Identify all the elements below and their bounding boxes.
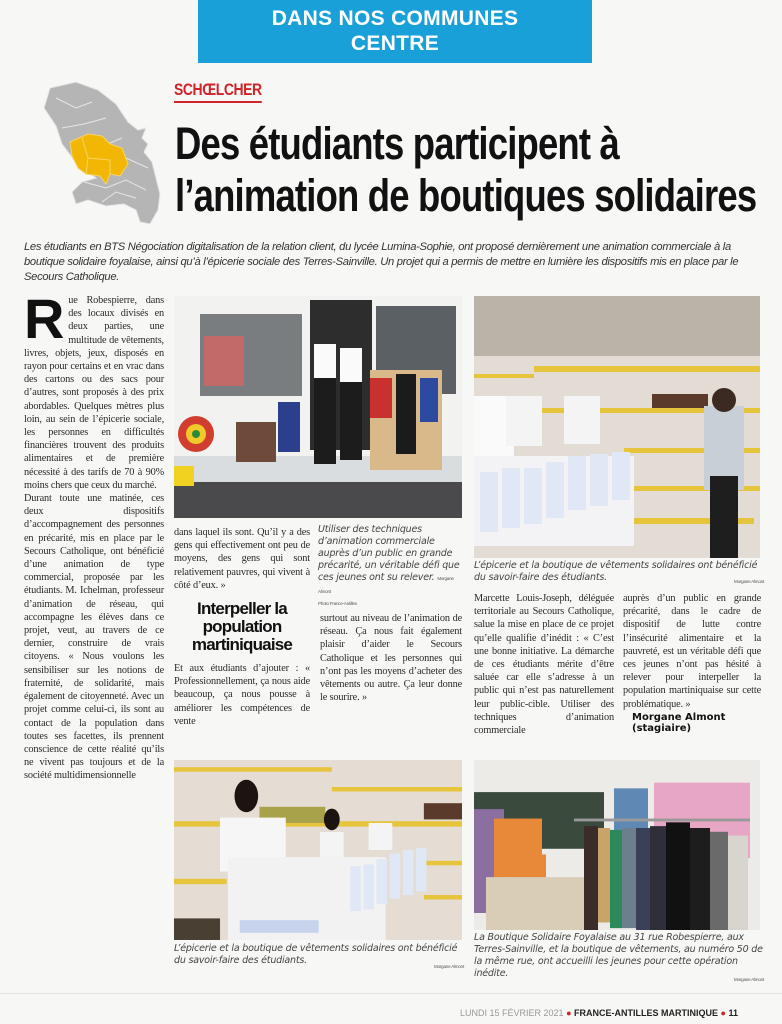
headline-line1: Des étudiants participent à <box>175 118 619 169</box>
photo-caption <box>474 560 764 588</box>
footer-separator-icon: ● <box>720 1008 726 1018</box>
article-column-1 <box>24 287 164 783</box>
paragraph: surtout au niveau de l’animation de réseau. Ça nous fait également plaisir d’aider le Secours Catholique et les personnes qui n’ont pas les moyens d’acheter des vêtements ou autre. Ça leur donne le sourire. » <box>320 613 462 704</box>
footer-date: LUNDI 15 FÉVRIER 2021 <box>460 1008 564 1018</box>
footer-separator-icon: ● <box>566 1008 572 1018</box>
photo-credit: Morgane Almont <box>434 964 464 969</box>
dropcap: R <box>24 287 65 350</box>
caption-text: Utiliser des techniques d’animation commerciale auprès d’un public en grande précarité, un véritable défi que ces jeunes ont su relever. <box>318 524 460 583</box>
paragraph: Et aux étudiants d’ajouter : « Professionnellement, ça nous aide beaucoup, ça nous pousse à améliorer les compétences de vente <box>174 663 310 727</box>
caption-text: L’épicerie et la boutique de vêtements solidaires ont bénéficié du savoir-faire des étudiants. <box>474 560 758 583</box>
article-column-5 <box>623 592 761 711</box>
photo-credit-source: Photo France-Antilles <box>318 601 357 606</box>
paragraph: dans laquel ils sont. Qu’il y a des gens qui effectivement ont peu de moyens, des gens qui sont relativement pauvres, qui vivent à côté d’eux. » <box>174 527 310 591</box>
lede: Les étudiants en BTS Négociation digitalisation de la relation client, du lycée Lumina-Sophie, ont proposé dernièrement une animation commerciale à la boutique solidaire foyalaise, ainsi qu’à l’épicerie sociale des Terres-Sainville. Un projet qui a permis de mettre en lumière les dispositifs mis en place par le Secours Catholique. <box>24 241 739 283</box>
headline <box>175 118 757 222</box>
section-banner-line1: DANS NOS COMMUNES <box>271 7 519 30</box>
martinique-map-icon <box>36 78 166 228</box>
author-signature: Morgane Almont (stagiaire) <box>632 712 726 734</box>
footer-divider <box>0 993 782 994</box>
paragraph: Marcette Louis-Joseph, déléguée territoriale au Secours Catholique, salue la mise en place de ce projet qu’elle qualifie d’inédit : « C’est une bonne initiative. La démarche de ces étudiants mérite d’être saluée car elle s’adresse à un public qui n’est pas naturellement leur public-cible. Utiliser des techniques d’animation commerciale <box>474 593 614 737</box>
photo-credit: Morgane Almont <box>734 579 764 584</box>
photo-epicerie-students <box>174 760 462 940</box>
article-column-3 <box>320 612 462 704</box>
caption-text: La Boutique Solidaire Foyalaise au 31 rue Robespierre, aux Terres-Sainville, et la boutique de vêtements, au numéro 50 de la même rue, ont accueilli les jeunes pour cette opération inédite. <box>474 932 763 979</box>
commune-kicker: SCHŒLCHER <box>174 80 262 103</box>
footer-page-number: 11 <box>728 1008 738 1018</box>
photo-boutique-clothes <box>474 760 760 930</box>
headline-line2: l’animation de boutiques solidaires <box>175 170 757 221</box>
paragraph: ue Robespierre, dans des locaux divisés en deux parties, une multitude de vêtements, livres, objets, jeux, disposés en rayon pour certains et en vrac dans des cartons ou des sacs pour d’autres, sont proposés à des prix abordables. Quelques mètres plus loin, au sein de l’épicerie sociale, les personnes en difficultés financières trouvent des produits alimentaires et de première nécessité à des tarifs de 70 à 90% moins chers que ceux du marché. <box>24 295 164 491</box>
page-footer <box>460 1008 738 1018</box>
photo-caption <box>474 932 764 986</box>
article-column-4 <box>474 592 614 737</box>
article-column-2 <box>174 526 310 728</box>
section-banner <box>198 0 592 63</box>
photo-credit: Morgane Almont <box>318 576 454 594</box>
caption-text: L’épicerie et la boutique de vêtements solidaires ont bénéficié du savoir-faire des étudiants. <box>174 943 458 966</box>
photo-caption <box>318 524 464 610</box>
photo-boutique-front <box>174 296 462 518</box>
photo-credit: Morgane Almont <box>734 977 764 982</box>
photo-epicerie-shelves <box>474 296 760 558</box>
photo-caption <box>174 943 464 973</box>
section-banner-line2: CENTRE <box>350 32 440 55</box>
footer-paper: FRANCE-ANTILLES MARTINIQUE <box>574 1008 719 1018</box>
paragraph: auprès d’un public en grande précarité, dans le cadre de dispositif de lutte contre l’insécurité alimentaire et la pauvreté, est un véritable défi que ces jeunes n’ont pas hésité à relever pour interpeller la population martiniquaise sur cette problématique. » <box>623 593 761 710</box>
subheading: Interpeller la population martiniquaise <box>191 599 293 655</box>
paragraph: Durant toute une matinée, ces deux dispositifs d’accompagnement des personnes en précarité, mis en place par le Secours Catholique, ont bénéficié d’une animation de type commercial, proposée par les étudiants. M. Ichelman, professeur d’animation de réseau, qui accompagne les élèves dans ce projet, veut, au travers de ce dernier, construire de vrais citoyens. « Nous voulons les sensibiliser sur les notions de fraternité, de solidarité, mais également de citoyenneté. Avec un projet comme celui-ci, ils sont au contact de la population dans toutes ses facettes, ils prennent conscience de cette réalité qu’ils ne vivent pas toujours et de la société multidimensionnelle <box>24 493 164 782</box>
